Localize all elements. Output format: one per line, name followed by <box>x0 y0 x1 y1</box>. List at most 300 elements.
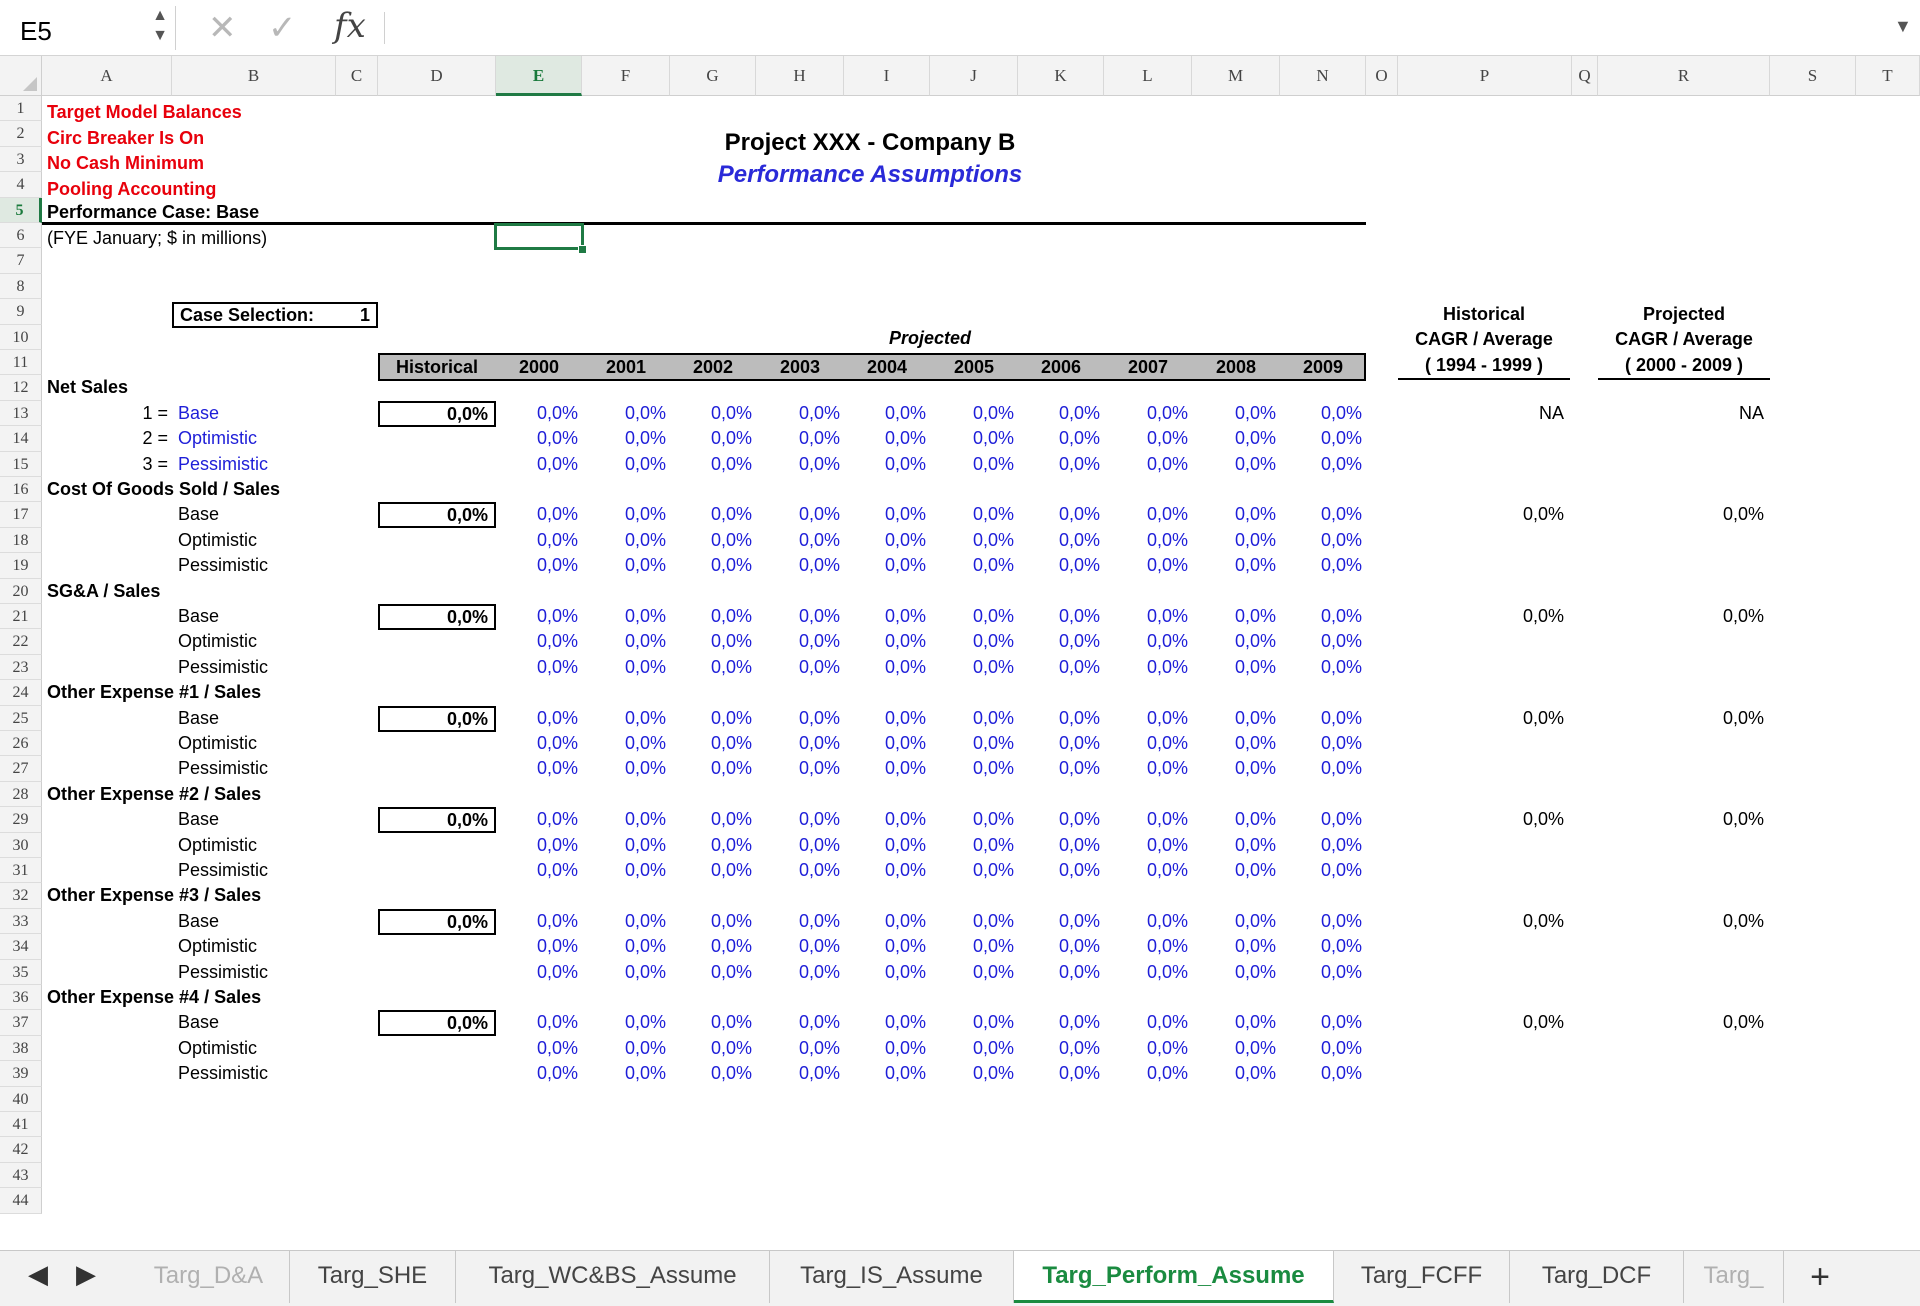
column-header-i[interactable]: I <box>844 56 930 96</box>
projected-value-cell[interactable]: 0,0% <box>1146 428 1188 449</box>
projected-value-cell[interactable]: 0,0% <box>798 860 840 880</box>
projected-value-cell[interactable]: 0,0% <box>624 809 666 830</box>
projected-value-cell[interactable]: 0,0% <box>884 631 926 652</box>
projected-value-cell[interactable]: 0,0% <box>624 1012 666 1033</box>
projected-value-cell[interactable]: 0,0% <box>1234 453 1276 474</box>
projected-value-cell[interactable]: 0,0% <box>798 656 840 677</box>
column-header-s[interactable]: S <box>1770 56 1856 96</box>
projected-value-cell[interactable]: 0,0% <box>972 453 1014 474</box>
projected-value-cell[interactable]: 0,0% <box>798 529 840 550</box>
projected-value-cell[interactable]: 0,0% <box>536 733 578 753</box>
projected-value-cell[interactable]: 0,0% <box>1234 606 1276 626</box>
historical-value-cell[interactable]: 0,0% <box>378 604 496 630</box>
column-header-q[interactable]: Q <box>1572 56 1598 96</box>
projected-value-cell[interactable]: 0,0% <box>1058 733 1100 753</box>
projected-value-cell[interactable]: 0,0% <box>1234 809 1276 830</box>
projected-value-cell[interactable]: 0,0% <box>884 910 926 931</box>
projected-value-cell[interactable]: 0,0% <box>1058 860 1100 880</box>
projected-value-cell[interactable]: 0,0% <box>972 809 1014 830</box>
column-header-n[interactable]: N <box>1280 56 1366 96</box>
projected-value-cell[interactable]: 0,0% <box>536 453 578 474</box>
row-header-22[interactable]: 22 <box>0 629 42 654</box>
name-box-stepper-icon[interactable]: ▲ ▼ <box>152 7 168 44</box>
projected-value-cell[interactable]: 0,0% <box>1320 428 1362 449</box>
projected-value-cell[interactable]: 0,0% <box>1146 961 1188 982</box>
row-header-39[interactable]: 39 <box>0 1061 42 1086</box>
projected-value-cell[interactable]: 0,0% <box>536 402 578 423</box>
projected-value-cell[interactable]: 0,0% <box>536 707 578 728</box>
projected-value-cell[interactable]: 0,0% <box>710 936 752 957</box>
projected-value-cell[interactable]: 0,0% <box>1058 809 1100 830</box>
column-header-p[interactable]: P <box>1398 56 1572 96</box>
projected-value-cell[interactable]: 0,0% <box>884 1037 926 1058</box>
projected-value-cell[interactable]: 0,0% <box>1320 631 1362 652</box>
projected-value-cell[interactable]: 0,0% <box>1320 555 1362 576</box>
projected-value-cell[interactable]: 0,0% <box>798 1037 840 1058</box>
projected-value-cell[interactable]: 0,0% <box>536 428 578 449</box>
projected-value-cell[interactable]: 0,0% <box>884 555 926 576</box>
row-header-14[interactable]: 14 <box>0 426 42 451</box>
column-header-j[interactable]: J <box>930 56 1018 96</box>
prev-sheet-icon[interactable]: ◀ <box>28 1259 48 1289</box>
formula-input[interactable] <box>390 8 1870 48</box>
projected-value-cell[interactable]: 0,0% <box>1058 961 1100 982</box>
hist-cagr-value[interactable]: 0,0% <box>1522 606 1564 626</box>
projected-value-cell[interactable]: 0,0% <box>624 936 666 957</box>
hist-cagr-value[interactable]: 0,0% <box>1522 504 1564 525</box>
projected-value-cell[interactable]: 0,0% <box>624 529 666 550</box>
proj-cagr-value[interactable]: 0,0% <box>1722 707 1764 728</box>
projected-value-cell[interactable]: 0,0% <box>624 504 666 525</box>
cancel-icon[interactable]: ✕ <box>208 9 237 47</box>
projected-value-cell[interactable]: 0,0% <box>710 809 752 830</box>
projected-value-cell[interactable]: 0,0% <box>1058 504 1100 525</box>
projected-value-cell[interactable]: 0,0% <box>536 1037 578 1058</box>
sheet-tab[interactable]: Targ_D&A <box>128 1251 290 1303</box>
hist-cagr-value[interactable]: 0,0% <box>1522 910 1564 931</box>
projected-value-cell[interactable]: 0,0% <box>1320 402 1362 423</box>
projected-value-cell[interactable]: 0,0% <box>536 1012 578 1033</box>
row-header-21[interactable]: 21 <box>0 604 42 629</box>
projected-value-cell[interactable]: 0,0% <box>1058 529 1100 550</box>
column-header-l[interactable]: L <box>1104 56 1192 96</box>
projected-value-cell[interactable]: 0,0% <box>972 504 1014 525</box>
projected-value-cell[interactable]: 0,0% <box>884 1012 926 1033</box>
row-header-5[interactable]: 5 <box>0 198 42 223</box>
projected-value-cell[interactable]: 0,0% <box>972 1063 1014 1084</box>
row-header-8[interactable]: 8 <box>0 274 42 299</box>
column-header-g[interactable]: G <box>670 56 756 96</box>
projected-value-cell[interactable]: 0,0% <box>884 707 926 728</box>
projected-value-cell[interactable]: 0,0% <box>1320 910 1362 931</box>
projected-value-cell[interactable]: 0,0% <box>1058 402 1100 423</box>
proj-cagr-value[interactable]: 0,0% <box>1722 1012 1764 1033</box>
projected-value-cell[interactable]: 0,0% <box>624 733 666 753</box>
column-header-t[interactable]: T <box>1856 56 1920 96</box>
projected-value-cell[interactable]: 0,0% <box>1234 504 1276 525</box>
next-sheet-icon[interactable]: ▶ <box>76 1259 96 1289</box>
fill-handle[interactable] <box>578 245 587 254</box>
projected-value-cell[interactable]: 0,0% <box>1234 834 1276 855</box>
projected-value-cell[interactable]: 0,0% <box>1234 860 1276 880</box>
projected-value-cell[interactable]: 0,0% <box>972 555 1014 576</box>
projected-value-cell[interactable]: 0,0% <box>710 631 752 652</box>
projected-value-cell[interactable]: 0,0% <box>624 606 666 626</box>
projected-value-cell[interactable]: 0,0% <box>1146 606 1188 626</box>
projected-value-cell[interactable]: 0,0% <box>972 707 1014 728</box>
projected-value-cell[interactable]: 0,0% <box>1320 860 1362 880</box>
projected-value-cell[interactable]: 0,0% <box>710 1037 752 1058</box>
projected-value-cell[interactable]: 0,0% <box>1146 656 1188 677</box>
projected-value-cell[interactable]: 0,0% <box>1146 1063 1188 1084</box>
projected-value-cell[interactable]: 0,0% <box>1234 631 1276 652</box>
column-header-m[interactable]: M <box>1192 56 1280 96</box>
row-header-26[interactable]: 26 <box>0 731 42 756</box>
projected-value-cell[interactable]: 0,0% <box>1320 707 1362 728</box>
projected-value-cell[interactable]: 0,0% <box>1234 961 1276 982</box>
sheet-tab[interactable]: Targ_IS_Assume <box>770 1251 1014 1303</box>
column-header-e[interactable]: E <box>496 56 582 96</box>
projected-value-cell[interactable]: 0,0% <box>884 428 926 449</box>
sheet-tab[interactable]: Targ_FCFF <box>1334 1251 1510 1303</box>
projected-value-cell[interactable]: 0,0% <box>536 504 578 525</box>
projected-value-cell[interactable]: 0,0% <box>624 860 666 880</box>
row-header-36[interactable]: 36 <box>0 985 42 1010</box>
projected-value-cell[interactable]: 0,0% <box>1146 733 1188 753</box>
projected-value-cell[interactable]: 0,0% <box>884 961 926 982</box>
projected-value-cell[interactable]: 0,0% <box>536 758 578 779</box>
row-header-9[interactable]: 9 <box>0 299 42 324</box>
row-header-18[interactable]: 18 <box>0 528 42 553</box>
projected-value-cell[interactable]: 0,0% <box>1146 936 1188 957</box>
function-icon[interactable]: fx <box>334 6 366 46</box>
projected-value-cell[interactable]: 0,0% <box>1058 1012 1100 1033</box>
projected-value-cell[interactable]: 0,0% <box>624 910 666 931</box>
case-selection-value[interactable]: 1 <box>359 305 370 325</box>
projected-value-cell[interactable]: 0,0% <box>884 606 926 626</box>
projected-value-cell[interactable]: 0,0% <box>536 555 578 576</box>
projected-value-cell[interactable]: 0,0% <box>798 1012 840 1033</box>
projected-value-cell[interactable]: 0,0% <box>884 733 926 753</box>
column-header-d[interactable]: D <box>378 56 496 96</box>
projected-value-cell[interactable]: 0,0% <box>536 1063 578 1084</box>
projected-value-cell[interactable]: 0,0% <box>710 453 752 474</box>
projected-value-cell[interactable]: 0,0% <box>710 1012 752 1033</box>
projected-value-cell[interactable]: 0,0% <box>710 402 752 423</box>
projected-value-cell[interactable]: 0,0% <box>972 529 1014 550</box>
projected-value-cell[interactable]: 0,0% <box>1146 504 1188 525</box>
projected-value-cell[interactable]: 0,0% <box>1234 733 1276 753</box>
projected-value-cell[interactable]: 0,0% <box>972 910 1014 931</box>
projected-value-cell[interactable]: 0,0% <box>710 606 752 626</box>
projected-value-cell[interactable]: 0,0% <box>1320 834 1362 855</box>
projected-value-cell[interactable]: 0,0% <box>884 860 926 880</box>
projected-value-cell[interactable]: 0,0% <box>798 809 840 830</box>
projected-value-cell[interactable]: 0,0% <box>1234 707 1276 728</box>
projected-value-cell[interactable]: 0,0% <box>624 961 666 982</box>
projected-value-cell[interactable]: 0,0% <box>1058 707 1100 728</box>
column-header-a[interactable]: A <box>42 56 172 96</box>
historical-value-cell[interactable]: 0,0% <box>378 502 496 528</box>
projected-value-cell[interactable]: 0,0% <box>972 631 1014 652</box>
historical-value-cell[interactable]: 0,0% <box>378 706 496 732</box>
projected-value-cell[interactable]: 0,0% <box>972 606 1014 626</box>
projected-value-cell[interactable]: 0,0% <box>1234 555 1276 576</box>
projected-value-cell[interactable]: 0,0% <box>1058 1037 1100 1058</box>
projected-value-cell[interactable]: 0,0% <box>1234 936 1276 957</box>
projected-value-cell[interactable]: 0,0% <box>798 936 840 957</box>
row-header-3[interactable]: 3 <box>0 147 42 172</box>
column-header-f[interactable]: F <box>582 56 670 96</box>
projected-value-cell[interactable]: 0,0% <box>798 961 840 982</box>
projected-value-cell[interactable]: 0,0% <box>710 758 752 779</box>
row-header-2[interactable]: 2 <box>0 121 42 146</box>
row-header-15[interactable]: 15 <box>0 452 42 477</box>
projected-value-cell[interactable]: 0,0% <box>1234 529 1276 550</box>
hist-cagr-value[interactable]: 0,0% <box>1522 1012 1564 1033</box>
row-header-17[interactable]: 17 <box>0 502 42 527</box>
column-header-o[interactable]: O <box>1366 56 1398 96</box>
projected-value-cell[interactable]: 0,0% <box>624 707 666 728</box>
projected-value-cell[interactable]: 0,0% <box>1234 656 1276 677</box>
projected-value-cell[interactable]: 0,0% <box>710 504 752 525</box>
confirm-icon[interactable]: ✓ <box>268 9 297 47</box>
projected-value-cell[interactable]: 0,0% <box>1320 1037 1362 1058</box>
projected-value-cell[interactable]: 0,0% <box>884 834 926 855</box>
projected-value-cell[interactable]: 0,0% <box>972 936 1014 957</box>
projected-value-cell[interactable]: 0,0% <box>798 733 840 753</box>
row-header-44[interactable]: 44 <box>0 1188 42 1213</box>
projected-value-cell[interactable]: 0,0% <box>1320 529 1362 550</box>
projected-value-cell[interactable]: 0,0% <box>1234 428 1276 449</box>
projected-value-cell[interactable]: 0,0% <box>1234 910 1276 931</box>
column-header-r[interactable]: R <box>1598 56 1770 96</box>
row-header-42[interactable]: 42 <box>0 1137 42 1162</box>
projected-value-cell[interactable]: 0,0% <box>1320 809 1362 830</box>
projected-value-cell[interactable]: 0,0% <box>1320 1012 1362 1033</box>
projected-value-cell[interactable]: 0,0% <box>884 1063 926 1084</box>
projected-value-cell[interactable]: 0,0% <box>1146 529 1188 550</box>
projected-value-cell[interactable]: 0,0% <box>1058 910 1100 931</box>
row-header-13[interactable]: 13 <box>0 401 42 426</box>
projected-value-cell[interactable]: 0,0% <box>1146 707 1188 728</box>
projected-value-cell[interactable]: 0,0% <box>536 860 578 880</box>
row-header-6[interactable]: 6 <box>0 223 42 248</box>
projected-value-cell[interactable]: 0,0% <box>536 656 578 677</box>
historical-value-cell[interactable]: 0,0% <box>378 807 496 833</box>
row-header-7[interactable]: 7 <box>0 248 42 273</box>
projected-value-cell[interactable]: 0,0% <box>1320 961 1362 982</box>
projected-value-cell[interactable]: 0,0% <box>1146 834 1188 855</box>
row-header-41[interactable]: 41 <box>0 1112 42 1137</box>
projected-value-cell[interactable]: 0,0% <box>536 910 578 931</box>
projected-value-cell[interactable]: 0,0% <box>1058 606 1100 626</box>
projected-value-cell[interactable]: 0,0% <box>972 402 1014 423</box>
row-header-10[interactable]: 10 <box>0 325 42 350</box>
projected-value-cell[interactable]: 0,0% <box>884 504 926 525</box>
projected-value-cell[interactable]: 0,0% <box>624 402 666 423</box>
row-header-1[interactable]: 1 <box>0 96 42 121</box>
row-header-11[interactable]: 11 <box>0 350 42 375</box>
row-header-30[interactable]: 30 <box>0 833 42 858</box>
projected-value-cell[interactable]: 0,0% <box>1146 758 1188 779</box>
projected-value-cell[interactable]: 0,0% <box>536 606 578 626</box>
projected-value-cell[interactable]: 0,0% <box>972 834 1014 855</box>
projected-value-cell[interactable]: 0,0% <box>710 529 752 550</box>
projected-value-cell[interactable]: 0,0% <box>1058 656 1100 677</box>
sheet-tab[interactable]: Targ_DCF <box>1510 1251 1684 1303</box>
projected-value-cell[interactable]: 0,0% <box>710 733 752 753</box>
name-box[interactable]: E5 <box>6 6 176 50</box>
hist-cagr-value[interactable]: 0,0% <box>1522 707 1564 728</box>
projected-value-cell[interactable]: 0,0% <box>710 555 752 576</box>
projected-value-cell[interactable]: 0,0% <box>710 961 752 982</box>
projected-value-cell[interactable]: 0,0% <box>798 1063 840 1084</box>
chevron-down-icon[interactable]: ▼ <box>1894 16 1912 36</box>
projected-value-cell[interactable]: 0,0% <box>972 758 1014 779</box>
case-selection-cell[interactable] <box>172 302 378 328</box>
projected-value-cell[interactable]: 0,0% <box>884 936 926 957</box>
column-header-b[interactable]: B <box>172 56 336 96</box>
projected-value-cell[interactable]: 0,0% <box>1146 555 1188 576</box>
projected-value-cell[interactable]: 0,0% <box>624 1063 666 1084</box>
column-header-c[interactable]: C <box>336 56 378 96</box>
select-all-corner[interactable] <box>0 56 42 96</box>
projected-value-cell[interactable]: 0,0% <box>710 834 752 855</box>
projected-value-cell[interactable]: 0,0% <box>798 834 840 855</box>
projected-value-cell[interactable]: 0,0% <box>1234 1037 1276 1058</box>
projected-value-cell[interactable]: 0,0% <box>536 961 578 982</box>
projected-value-cell[interactable]: 0,0% <box>624 453 666 474</box>
proj-cagr-value[interactable]: 0,0% <box>1722 910 1764 931</box>
projected-value-cell[interactable]: 0,0% <box>1058 758 1100 779</box>
projected-value-cell[interactable]: 0,0% <box>1146 1037 1188 1058</box>
historical-value-cell[interactable]: 0,0% <box>378 909 496 935</box>
projected-value-cell[interactable]: 0,0% <box>972 860 1014 880</box>
projected-value-cell[interactable]: 0,0% <box>710 428 752 449</box>
projected-value-cell[interactable]: 0,0% <box>1320 1063 1362 1084</box>
row-header-37[interactable]: 37 <box>0 1010 42 1035</box>
projected-value-cell[interactable]: 0,0% <box>1146 402 1188 423</box>
row-header-33[interactable]: 33 <box>0 909 42 934</box>
historical-value-cell[interactable]: 0,0% <box>378 1010 496 1036</box>
row-header-34[interactable]: 34 <box>0 934 42 959</box>
projected-value-cell[interactable]: 0,0% <box>798 504 840 525</box>
projected-value-cell[interactable]: 0,0% <box>884 656 926 677</box>
row-header-25[interactable]: 25 <box>0 706 42 731</box>
row-header-31[interactable]: 31 <box>0 858 42 883</box>
projected-value-cell[interactable]: 0,0% <box>1058 936 1100 957</box>
projected-value-cell[interactable]: 0,0% <box>1234 1063 1276 1084</box>
projected-value-cell[interactable]: 0,0% <box>624 834 666 855</box>
row-header-19[interactable]: 19 <box>0 553 42 578</box>
projected-value-cell[interactable]: 0,0% <box>624 1037 666 1058</box>
projected-value-cell[interactable]: 0,0% <box>972 656 1014 677</box>
row-header-32[interactable]: 32 <box>0 883 42 908</box>
projected-value-cell[interactable]: 0,0% <box>1234 758 1276 779</box>
projected-value-cell[interactable]: 0,0% <box>798 453 840 474</box>
proj-cagr-value[interactable]: 0,0% <box>1722 606 1764 626</box>
active-cell-e5[interactable] <box>494 223 584 250</box>
row-header-35[interactable]: 35 <box>0 960 42 985</box>
projected-value-cell[interactable]: 0,0% <box>972 733 1014 753</box>
sheet-tab[interactable]: Targ_SHE <box>290 1251 456 1303</box>
hist-cagr-value[interactable]: NA <box>1538 402 1564 423</box>
historical-value-cell[interactable]: 0,0% <box>378 401 496 427</box>
projected-value-cell[interactable]: 0,0% <box>884 758 926 779</box>
projected-value-cell[interactable]: 0,0% <box>624 656 666 677</box>
row-header-28[interactable]: 28 <box>0 782 42 807</box>
projected-value-cell[interactable]: 0,0% <box>536 936 578 957</box>
spreadsheet-grid[interactable] <box>0 56 1920 1250</box>
row-header-20[interactable]: 20 <box>0 579 42 604</box>
projected-value-cell[interactable]: 0,0% <box>1320 936 1362 957</box>
projected-value-cell[interactable]: 0,0% <box>1058 428 1100 449</box>
projected-value-cell[interactable]: 0,0% <box>536 529 578 550</box>
projected-value-cell[interactable]: 0,0% <box>1058 834 1100 855</box>
projected-value-cell[interactable]: 0,0% <box>798 402 840 423</box>
row-header-27[interactable]: 27 <box>0 756 42 781</box>
projected-value-cell[interactable]: 0,0% <box>624 758 666 779</box>
sheet-tab[interactable]: Targ_Perform_Assume <box>1014 1251 1334 1303</box>
row-header-38[interactable]: 38 <box>0 1036 42 1061</box>
projected-value-cell[interactable]: 0,0% <box>1234 1012 1276 1033</box>
row-header-23[interactable]: 23 <box>0 655 42 680</box>
column-header-h[interactable]: H <box>756 56 844 96</box>
projected-value-cell[interactable]: 0,0% <box>884 453 926 474</box>
projected-value-cell[interactable]: 0,0% <box>1320 504 1362 525</box>
projected-value-cell[interactable]: 0,0% <box>710 1063 752 1084</box>
row-header-4[interactable]: 4 <box>0 172 42 197</box>
projected-value-cell[interactable]: 0,0% <box>1320 733 1362 753</box>
projected-value-cell[interactable]: 0,0% <box>710 656 752 677</box>
projected-value-cell[interactable]: 0,0% <box>972 961 1014 982</box>
projected-value-cell[interactable]: 0,0% <box>624 631 666 652</box>
projected-value-cell[interactable]: 0,0% <box>972 428 1014 449</box>
projected-value-cell[interactable]: 0,0% <box>798 910 840 931</box>
projected-value-cell[interactable]: 0,0% <box>1058 453 1100 474</box>
projected-value-cell[interactable]: 0,0% <box>798 606 840 626</box>
row-header-24[interactable]: 24 <box>0 680 42 705</box>
row-header-40[interactable]: 40 <box>0 1087 42 1112</box>
projected-value-cell[interactable]: 0,0% <box>710 910 752 931</box>
projected-value-cell[interactable]: 0,0% <box>710 860 752 880</box>
projected-value-cell[interactable]: 0,0% <box>972 1012 1014 1033</box>
hist-cagr-value[interactable]: 0,0% <box>1522 809 1564 830</box>
column-header-k[interactable]: K <box>1018 56 1104 96</box>
projected-value-cell[interactable]: 0,0% <box>1146 1012 1188 1033</box>
projected-value-cell[interactable]: 0,0% <box>798 707 840 728</box>
projected-value-cell[interactable]: 0,0% <box>1146 453 1188 474</box>
projected-value-cell[interactable]: 0,0% <box>1058 631 1100 652</box>
row-header-16[interactable]: 16 <box>0 477 42 502</box>
projected-value-cell[interactable]: 0,0% <box>1320 656 1362 677</box>
projected-value-cell[interactable]: 0,0% <box>1058 555 1100 576</box>
proj-cagr-value[interactable]: 0,0% <box>1722 809 1764 830</box>
projected-value-cell[interactable]: 0,0% <box>624 555 666 576</box>
projected-value-cell[interactable]: 0,0% <box>1146 860 1188 880</box>
projected-value-cell[interactable]: 0,0% <box>536 631 578 652</box>
projected-value-cell[interactable]: 0,0% <box>1320 606 1362 626</box>
row-header-29[interactable]: 29 <box>0 807 42 832</box>
projected-value-cell[interactable]: 0,0% <box>972 1037 1014 1058</box>
projected-value-cell[interactable]: 0,0% <box>884 402 926 423</box>
projected-value-cell[interactable]: 0,0% <box>798 631 840 652</box>
projected-value-cell[interactable]: 0,0% <box>1320 758 1362 779</box>
projected-value-cell[interactable]: 0,0% <box>1320 453 1362 474</box>
proj-cagr-value[interactable]: NA <box>1738 402 1764 423</box>
projected-value-cell[interactable]: 0,0% <box>536 809 578 830</box>
